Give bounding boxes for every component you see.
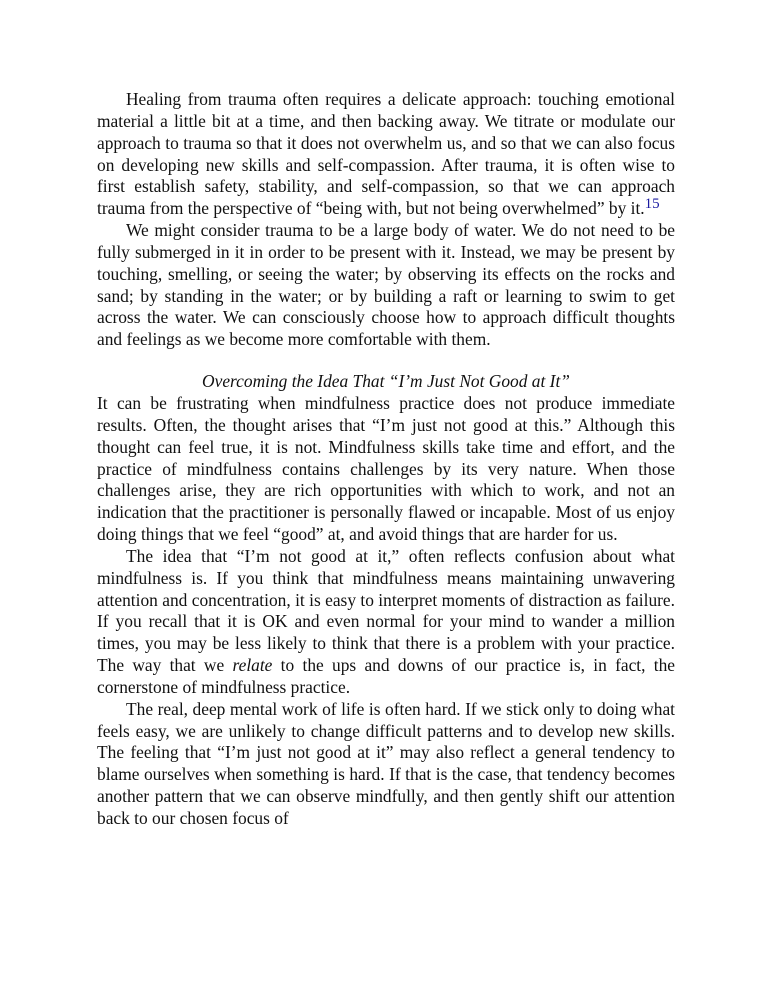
paragraph-not-good-at-it-text-start: The idea that “I’m not good at it,” often reflects confusion about what mindfulness is. If you think that mindfulness means maintaining unwavering attention and concentration, it is easy to interpret moments of distraction as failure. If you recall that it is OK and even normal for your mind to wander a million times, you may be less likely to think that there is a problem with your practice. The way that we [97,545,675,676]
emphasized-word: relate [232,655,273,676]
paragraph-trauma-healing-text: Healing from trauma often requires a delicate approach: touching emotional material a little bit at a time, and then backing away. We titrate or modulate our approach to trauma so that it does not overwhelm us, and so that we can also focus on developing new skills and self-compassion. After trauma, it is often wise to first establish safety, stability, and self-compassion, so that we can approach trauma from the perspective of “being with, but not being overwhelmed” by it. [97,89,675,219]
section-heading: Overcoming the Idea That “I’m Just Not Good at It” [202,371,570,392]
footnote-reference-link[interactable]: 15 [644,196,660,213]
paragraph-not-good-at-it [97,546,675,699]
book-page [97,89,675,830]
paragraph-frustration: It can be frustrating when mindfulness practice does not produce immediate results. Often, the thought arises that “I’m just not good at this.” Although this thought can feel true, it is not. Mindfulness skills take time and effort, and the practice of mindfulness contains challenges by its very nature. When those challenges arise, they are rich opportunities with which to work, and not an indication that the practitioner is personally flawed or incapable. Most of us enjoy doing things that we feel “good” at, and avoid things that are harder for us. [97,392,675,545]
paragraph-mental-work: The real, deep mental work of life is often hard. If we stick only to doing what feels easy, we are unlikely to change difficult patterns and to develop new skills. The feeling that “I’m just not good at it” may also reflect a general tendency to blame ourselves when something is hard. If that is the case, that tendency becomes another pattern that we can observe mindfully, and then gently shift our attention back to our chosen focus of [97,698,675,828]
paragraph-not-good-at-it-text-end: to the ups and downs of our practice is, in fact, the cornerstone of mindfulness practice. [97,655,675,697]
paragraph-trauma-healing [97,89,675,220]
paragraph-body-of-water: We might consider trauma to be a large body of water. We do not need to be fully submerged in it in order to be present with it. Instead, we may be present by touching, smelling, or seeing the water; by observing its effects on the rocks and sand; by standing in the water; or by building a raft or learning to swim to get across the water. We can consciously choose how to approach difficult thoughts and feelings as we become more comfortable with them. [97,220,675,350]
